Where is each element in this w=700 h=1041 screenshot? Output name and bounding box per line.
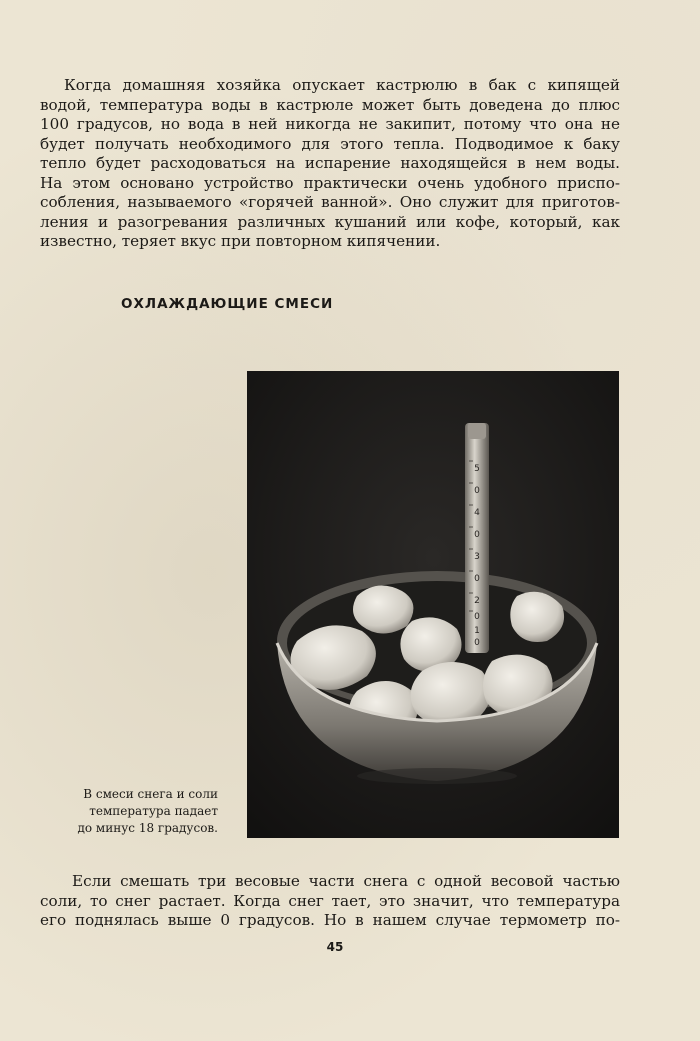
text-line: Если смешать три весовые части снега с одной весовой частью <box>72 872 620 890</box>
text-line: тепло будет расходоваться на испарение находящейся в нем воды. <box>40 154 620 172</box>
thermometer-scale-mark: 0 <box>474 530 480 540</box>
text-line: будет получать необходимого для этого тепла. Подводимое к баку <box>40 134 620 153</box>
text-line: Когда домашняя хозяйка опускает кастрюлю в бак с кипящей <box>64 76 620 94</box>
text-line: 100 градусов, но вода в ней никогда не закипит, потому что она не <box>40 115 620 133</box>
thermometer-scale-mark: 0 <box>474 574 480 584</box>
section-heading: ОХЛАЖДАЮЩИЕ СМЕСИ <box>121 296 334 312</box>
thermometer-scale-mark: 4 <box>474 508 480 518</box>
caption-line: температура падает <box>89 804 218 818</box>
caption-line: до минус 18 градусов. <box>77 821 218 835</box>
thermometer-scale-mark: 5 <box>474 464 480 474</box>
page-number: 45 <box>326 940 344 954</box>
text-line: соли, то снег растает. Когда снег тает, это значит, что температура <box>40 891 620 910</box>
bowl-with-thermometer-photo <box>247 371 619 838</box>
text-line: собления, называемого «горячей ванной». Оно служит для приготов- <box>40 193 620 211</box>
text-line: его поднялась выше 0 градусов. Но в нашем случае термометр по- <box>40 911 620 929</box>
figure-photo <box>247 371 619 838</box>
caption-line: В смеси снега и соли <box>83 787 218 801</box>
intro-paragraph <box>40 76 620 252</box>
thermometer-scale-mark: 0 <box>474 486 480 496</box>
text-line: На этом основано устройство практически очень удобного приспо- <box>40 173 620 192</box>
cooling-mixture-paragraph <box>40 872 620 931</box>
text-line: известно, теряет вкус при повторном кипячении. <box>40 232 441 250</box>
thermometer-scale-mark: 3 <box>474 552 480 562</box>
figure-caption <box>40 786 218 837</box>
thermometer-scale-mark: 0 <box>474 612 480 622</box>
thermometer-scale-mark: 0 <box>474 638 480 648</box>
text-line: ления и разогревания различных кушаний или кофе, который, как <box>40 212 620 231</box>
thermometer-scale-mark: 2 <box>474 596 480 606</box>
thermometer-scale-mark: 1 <box>474 626 480 636</box>
text-line: водой, температура воды в кастрюле может быть доведена до плюс <box>40 95 620 114</box>
